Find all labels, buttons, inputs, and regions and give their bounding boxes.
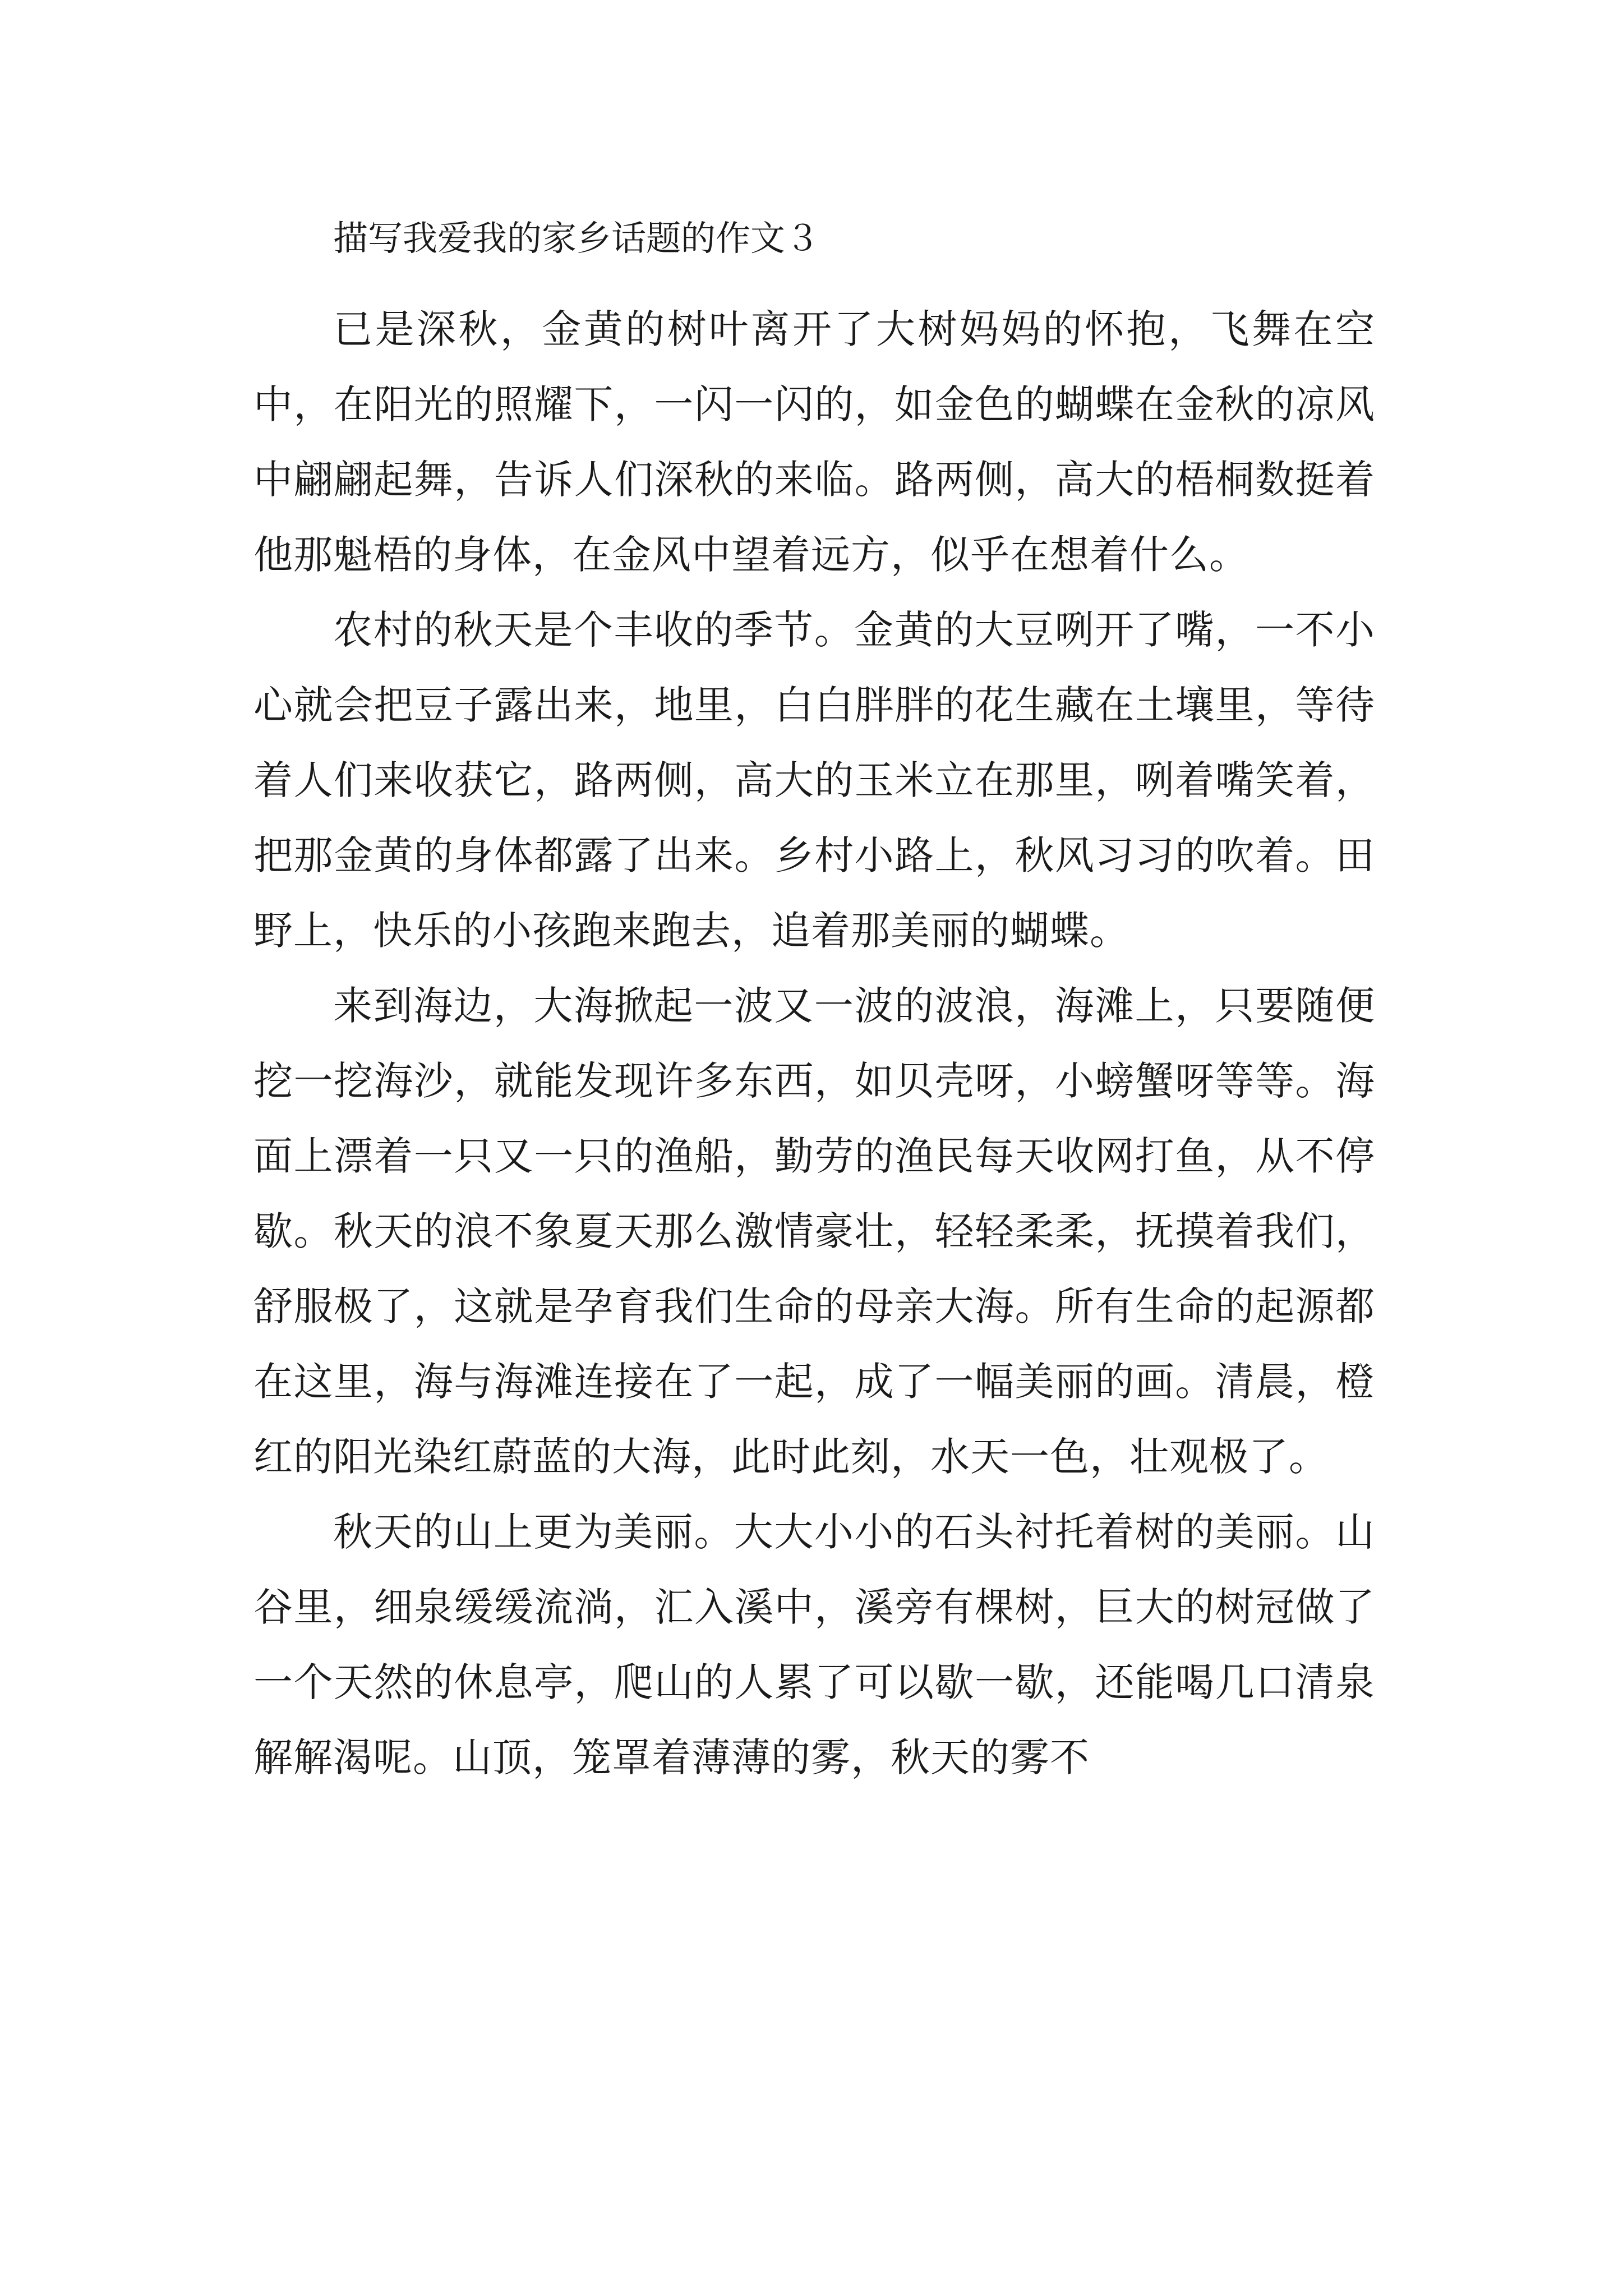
paragraph-2: 农村的秋天是个丰收的季节。金黄的大豆咧开了嘴，一不小心就会把豆子露出来，地里，白白胖胖的花生藏在土壤里，等待着人们来收获它，路两侧，高大的玉米立在那里，咧着嘴笑着，把那金黄的身体都露了出来。乡村小路上，秋风习习的吹着。田野上，快乐的小孩跑来跑去，追着那美丽的蝴蝶。 — [253, 607, 1375, 954]
document-body — [253, 213, 1375, 1795]
document-title: 描写我爱我的家乡话题的作文３ — [333, 218, 820, 259]
paragraph-4: 秋天的山上更为美丽。大大小小的石头衬托着树的美丽。山谷里，细泉缓缓流淌，汇入溪中，溪旁有棵树，巨大的树冠做了一个天然的休息亭，爬山的人累了可以歇一歇，还能喝几口清泉解解渴呢。山顶，笼罩着薄薄的雾，秋天的雾不 — [253, 1509, 1375, 1780]
paragraph-3: 来到海边，大海掀起一波又一波的波浪，海滩上，只要随便挖一挖海沙，就能发现许多东西，如贝壳呀，小螃蟹呀等等。海面上漂着一只又一只的渔船，勤劳的渔民每天收网打鱼，从不停歇。秋天的浪不象夏天那么激情豪壮，轻轻柔柔，抚摸着我们，舒服极了，这就是孕育我们生命的母亲大海。所有生命的起源都在这里，海与海滩连接在了一起，成了一幅美丽的画。清晨，橙红的阳光染红蔚蓝的大海，此时此刻，水天一色，壮观极了。 — [253, 983, 1375, 1480]
paragraph-1: 已是深秋，金黄的树叶离开了大树妈妈的怀抱，飞舞在空中，在阳光的照耀下，一闪一闪的，如金色的蝴蝶在金秋的凉风中翩翩起舞，告诉人们深秋的来临。路两侧，高大的梧桐数挺着他那魁梧的身体，在金风中望着远方，似乎在想着什么。 — [253, 306, 1375, 578]
